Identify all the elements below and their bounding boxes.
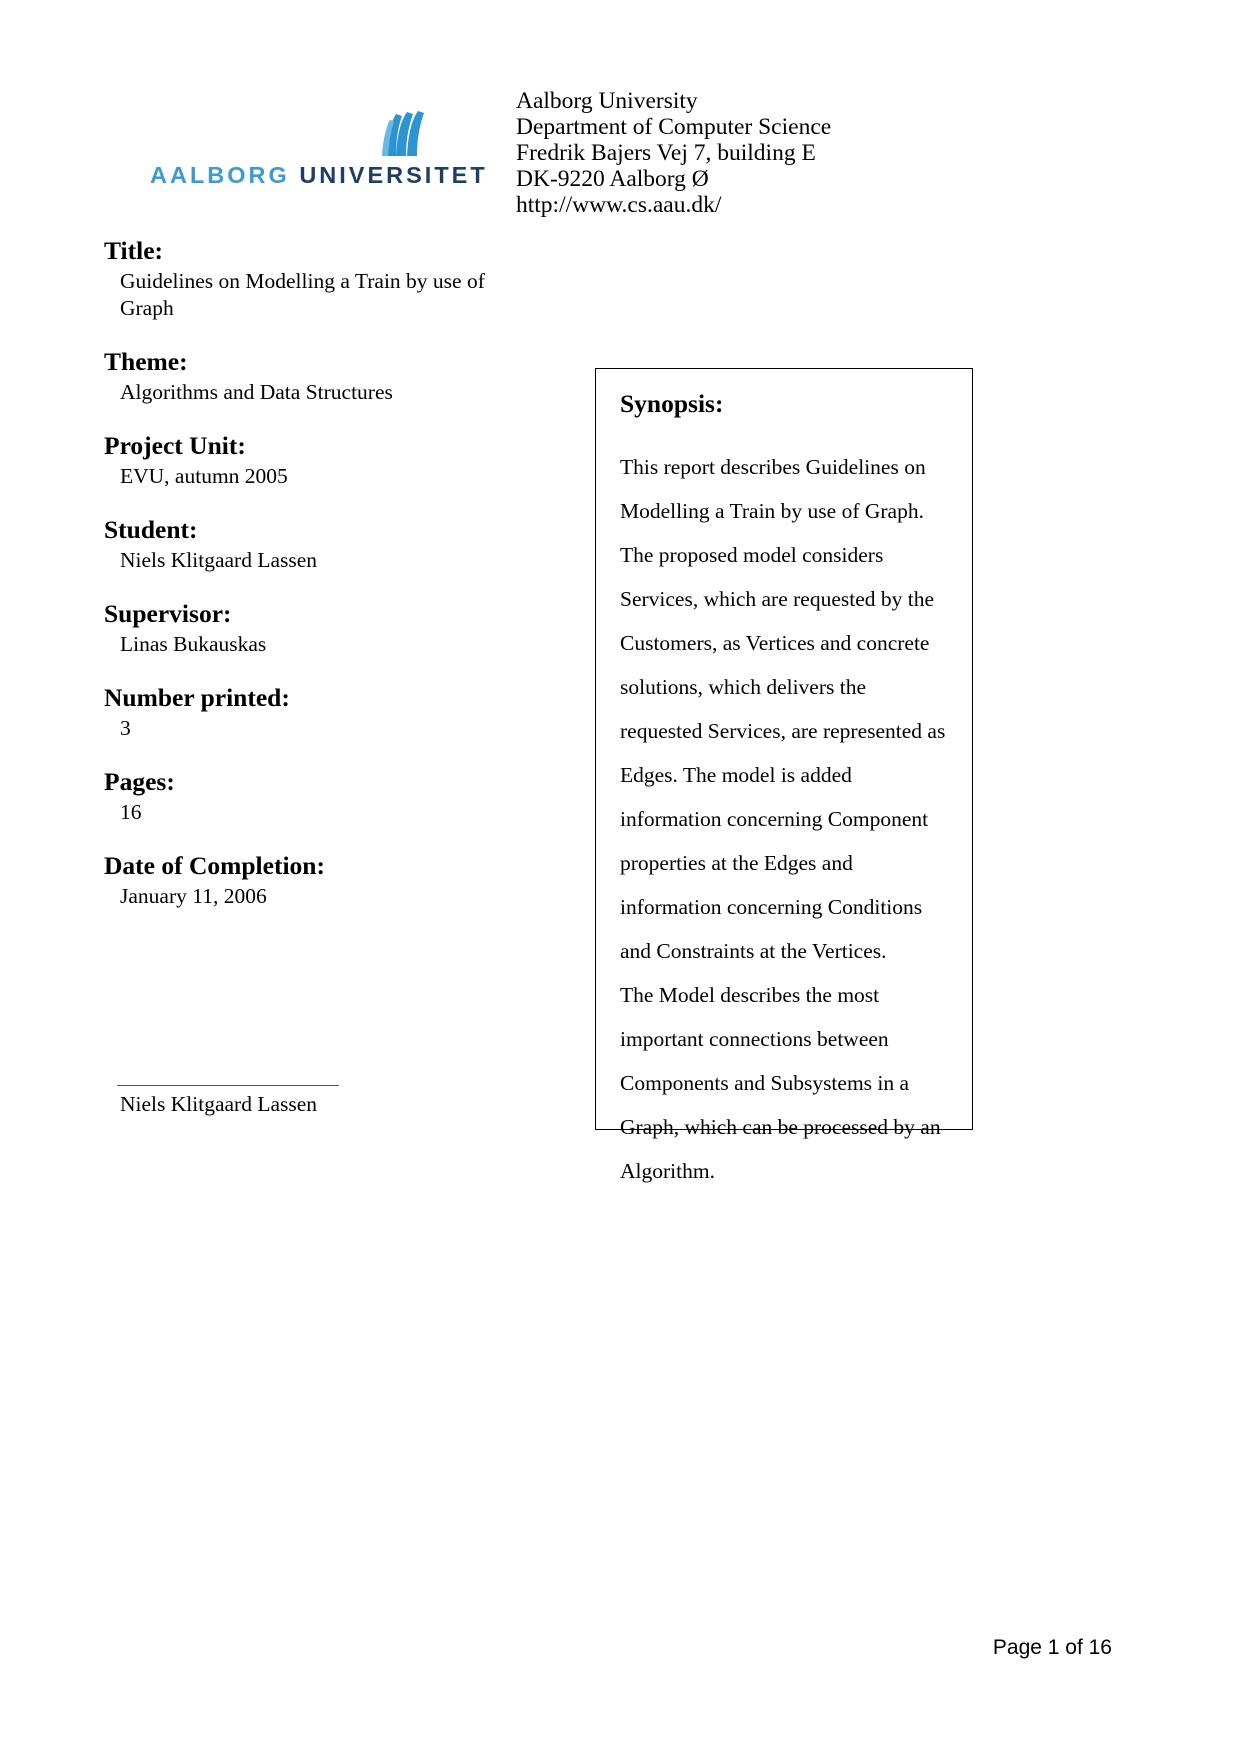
logo-wordmark [150, 162, 488, 189]
field-label: Project Unit: [104, 431, 246, 460]
address-line-street: Fredrik Bajers Vej 7, building E [516, 140, 816, 166]
field-value: 3 [120, 716, 131, 740]
field-supervisor [104, 599, 534, 658]
field-value: Niels Klitgaard Lassen [120, 548, 318, 572]
synopsis-paragraph: This report describes Guidelines on Modelling a Train by use of Graph. The proposed model considers Services, which are requested by the Customers, as Vertices and concrete solutions, which delivers the requested Services, are represented as Edges. The model is added information concerning Component properties at the Edges and information concerning Conditions and Constraints at the Vertices. [620, 455, 946, 963]
field-label: Theme: [104, 347, 188, 376]
page-number-label: Page 1 of 16 [992, 1636, 1112, 1659]
synopsis-title: Synopsis: [620, 389, 724, 418]
field-value: Algorithms and Data Structures [120, 380, 393, 404]
field-title [104, 236, 534, 322]
synopsis-body [620, 445, 950, 1193]
field-value: January 11, 2006 [120, 884, 267, 908]
field-value: Linas Bukauskas [120, 632, 267, 656]
field-label: Pages: [104, 767, 175, 796]
page-footer [0, 1636, 1240, 1660]
university-address [516, 88, 966, 218]
field-label: Number printed: [104, 683, 290, 712]
address-line-university: Aalborg University [516, 88, 698, 114]
field-student [104, 515, 534, 574]
address-line-city: DK-9220 Aalborg Ø [516, 166, 709, 192]
field-theme [104, 347, 534, 406]
address-line-url[interactable]: http://www.cs.aau.dk/ [516, 192, 722, 218]
logo-word-universitet: UNIVERSITET [299, 162, 488, 188]
synopsis-box [595, 368, 973, 1183]
field-label: Supervisor: [104, 599, 232, 628]
address-line-department: Department of Computer Science [516, 114, 832, 140]
signature-area [104, 1085, 534, 1118]
synopsis-paragraph: The Model describes the most important connections between Components and Subsystems in a Graph, which can be processed by an Algorithm. [620, 983, 941, 1183]
document-header [0, 88, 1240, 238]
field-value: 16 [120, 800, 142, 824]
field-pages [104, 767, 534, 826]
report-metadata-list [104, 236, 534, 935]
field-label: Date of Completion: [104, 851, 325, 880]
field-label: Student: [104, 515, 198, 544]
signature-name: Niels Klitgaard Lassen [120, 1092, 318, 1116]
signature-rule [117, 1085, 339, 1086]
field-date-of-completion [104, 851, 534, 910]
field-number-printed [104, 683, 534, 742]
field-label: Title: [104, 236, 164, 265]
field-value: Guidelines on Modelling a Train by use of Graph [120, 269, 485, 320]
field-project-unit [104, 431, 534, 490]
logo-word-aalborg: AALBORG [150, 162, 290, 188]
aalborg-university-wave-mark [366, 110, 428, 158]
field-value: EVU, autumn 2005 [120, 464, 288, 488]
university-logo [150, 110, 488, 190]
